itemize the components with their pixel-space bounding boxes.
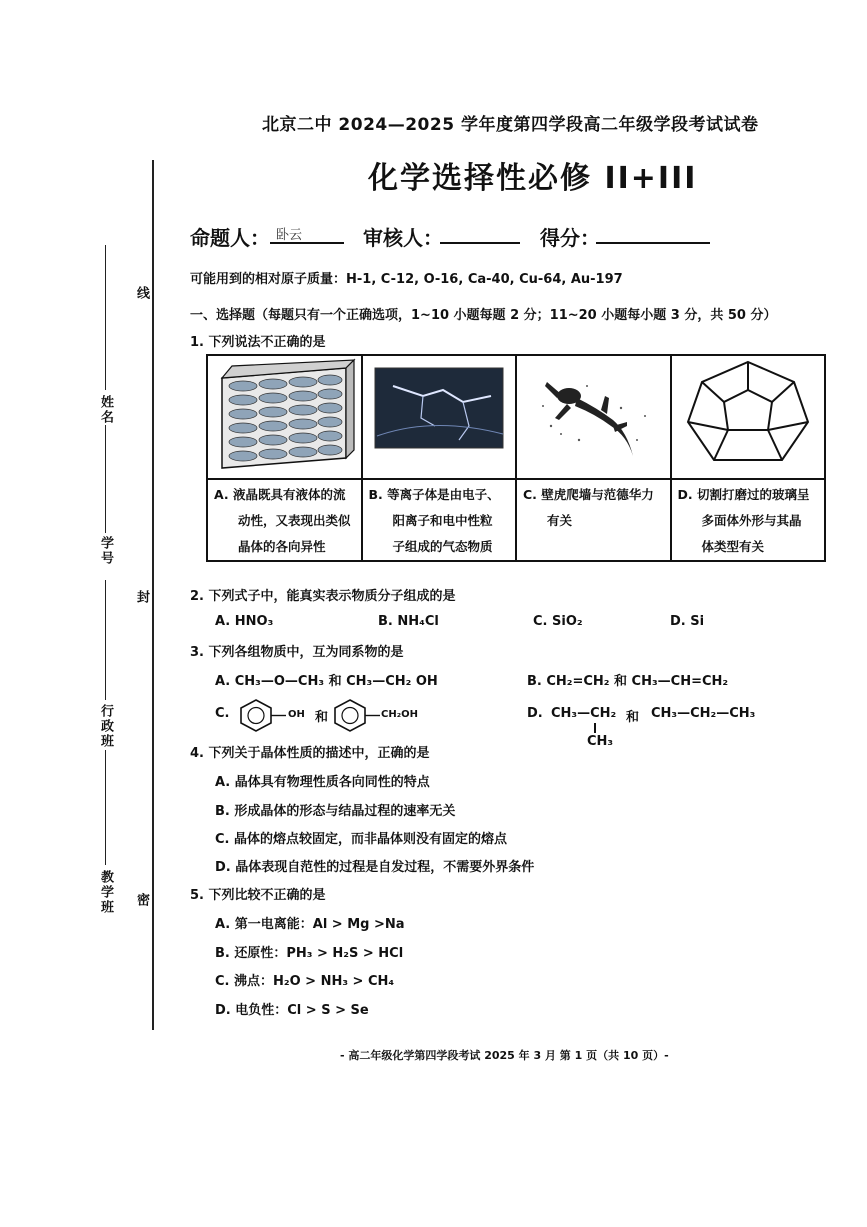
q1-option-b-line3: 子组成的气态物质 [392, 539, 493, 554]
polyhedron-figure [672, 356, 824, 474]
binding-line [152, 160, 154, 1030]
q4-option-a: A. 晶体具有物理性质各向同性的特点 [215, 775, 430, 790]
reviewer-label: 审核人： [363, 226, 443, 250]
q1-option-b-line2: 阳离子和电中性粒 [392, 513, 493, 528]
gecko-figure [517, 356, 669, 474]
q3-option-a: A. CH₃—O—CH₃ 和 CH₃—CH₂ OH [215, 674, 438, 689]
name-blank-line [105, 245, 106, 390]
proposer-label: 命题人： [190, 226, 270, 250]
q1-option-c-line1: C. 壁虎爬墙与范德华力 [523, 487, 654, 502]
teaching-class-label: 教学班 [98, 870, 113, 915]
q2-option-a: A. HNO₃ [215, 614, 274, 629]
q1-option-a-line2: 动性，又表现出类似 [238, 513, 351, 528]
reviewer-field [440, 222, 520, 244]
q3-option-d-bond [594, 723, 596, 733]
q1-pic-c [516, 355, 671, 479]
q1-pic-d [671, 355, 826, 479]
q1-option-d-line2: 多面体外形与其晶 [701, 513, 802, 528]
section1-heading: 一、选择题（每题只有一个正确选项，1~10 小题每题 2 分；11~20 小题每小题 3 分，共 50 分） [190, 308, 777, 323]
admin-class-label: 行政班 [98, 704, 113, 749]
admin-class-blank-line [105, 580, 106, 700]
q5-stem: 5. 下列比较不正确的是 [190, 888, 326, 903]
page-footer: - 高二年级化学第四学段考试 2025 年 3 月 第 1 页（共 10 页）- [340, 1049, 669, 1062]
q4-option-b: B. 形成晶体的形态与结晶过程的速率无关 [215, 804, 456, 819]
name-label: 姓名 [98, 395, 113, 425]
q2-stem: 2. 下列式子中，能真实表示物质分子组成的是 [190, 589, 456, 604]
q5-option-d: D. 电负性：Cl > S > Se [215, 1003, 369, 1018]
q1-figure-table [206, 354, 826, 562]
exam-title: 北京二中 2024—2025 学年度第四学段高二年级学段考试试卷 [262, 115, 759, 135]
q1-option-a-line1: A. 液晶既具有液体的流 [214, 487, 346, 502]
student-id-label: 学号 [98, 536, 113, 566]
proposer-value: 卧云 [276, 228, 303, 243]
q1-option-a-line3: 晶体的各向异性 [238, 539, 326, 554]
q1-option-a [207, 479, 362, 561]
q1-pic-a [207, 355, 362, 479]
q3-option-d-branch: CH₃ [587, 734, 614, 749]
proposer-field [270, 222, 344, 244]
q4-option-d: D. 晶体表现自范性的过程是自发过程，不需要外界条件 [215, 860, 535, 875]
q3-option-d-label: D. [527, 706, 543, 721]
q1-pic-b [362, 355, 517, 479]
score-field [596, 222, 710, 244]
subject-title: 化学选择性必修 II+III [368, 161, 698, 196]
q1-option-d [671, 479, 826, 561]
phenol-oh: OH [288, 709, 305, 720]
q1-option-c [516, 479, 671, 561]
q2-option-b: B. NH₄Cl [378, 614, 439, 629]
student-id-blank-line [105, 425, 106, 533]
q3-option-c-label: C. [215, 706, 230, 721]
q1-option-b [362, 479, 517, 561]
phenol-structure [238, 697, 288, 733]
q5-option-a: A. 第一电离能：Al > Mg >Na [215, 917, 405, 932]
q3-option-c-and: 和 [315, 710, 329, 725]
q3-option-d-and: 和 [626, 710, 640, 725]
q5-option-c: C. 沸点：H₂O > NH₃ > CH₄ [215, 974, 395, 989]
q5-option-b: B. 还原性：PH₃ > H₂S > HCl [215, 946, 404, 961]
binding-label-mi: 密 [134, 893, 149, 908]
score-label: 得分： [540, 226, 600, 250]
liquid-crystal-figure [208, 356, 360, 474]
benzyl-alcohol-structure [332, 697, 382, 733]
q1-option-d-line1: D. 切割打磨过的玻璃呈 [677, 487, 810, 502]
q1-stem: 1. 下列说法不正确的是 [190, 335, 326, 350]
q3-stem: 3. 下列各组物质中，互为同系物的是 [190, 645, 404, 660]
q2-option-c: C. SiO₂ [533, 614, 583, 629]
teaching-class-blank-line [105, 750, 106, 865]
q1-option-d-line3: 体类型有关 [701, 539, 765, 554]
benzyl-ch2oh: CH₂OH [381, 709, 418, 720]
atomic-masses: 可能用到的相对原子质量：H-1, C-12, O-16, Ca-40, Cu-64, Au-197 [190, 272, 623, 287]
q3-option-d-right: CH₃—CH₂—CH₃ [651, 706, 756, 721]
binding-label-xian: 线 [134, 286, 149, 301]
q1-option-b-line1: B. 等离子体是由电子、 [368, 487, 500, 502]
binding-label-feng: 封 [134, 590, 149, 605]
q2-option-d: D. Si [670, 614, 705, 629]
q4-option-c: C. 晶体的熔点较固定，而非晶体则没有固定的熔点 [215, 832, 508, 847]
q4-stem: 4. 下列关于晶体性质的描述中，正确的是 [190, 746, 430, 761]
q1-option-c-line2: 有关 [547, 513, 573, 528]
q3-option-d-main: CH₃—CH₂ [551, 706, 617, 721]
plasma-figure [363, 356, 515, 474]
q3-option-b: B. CH₂=CH₂ 和 CH₃—CH=CH₂ [527, 674, 729, 689]
